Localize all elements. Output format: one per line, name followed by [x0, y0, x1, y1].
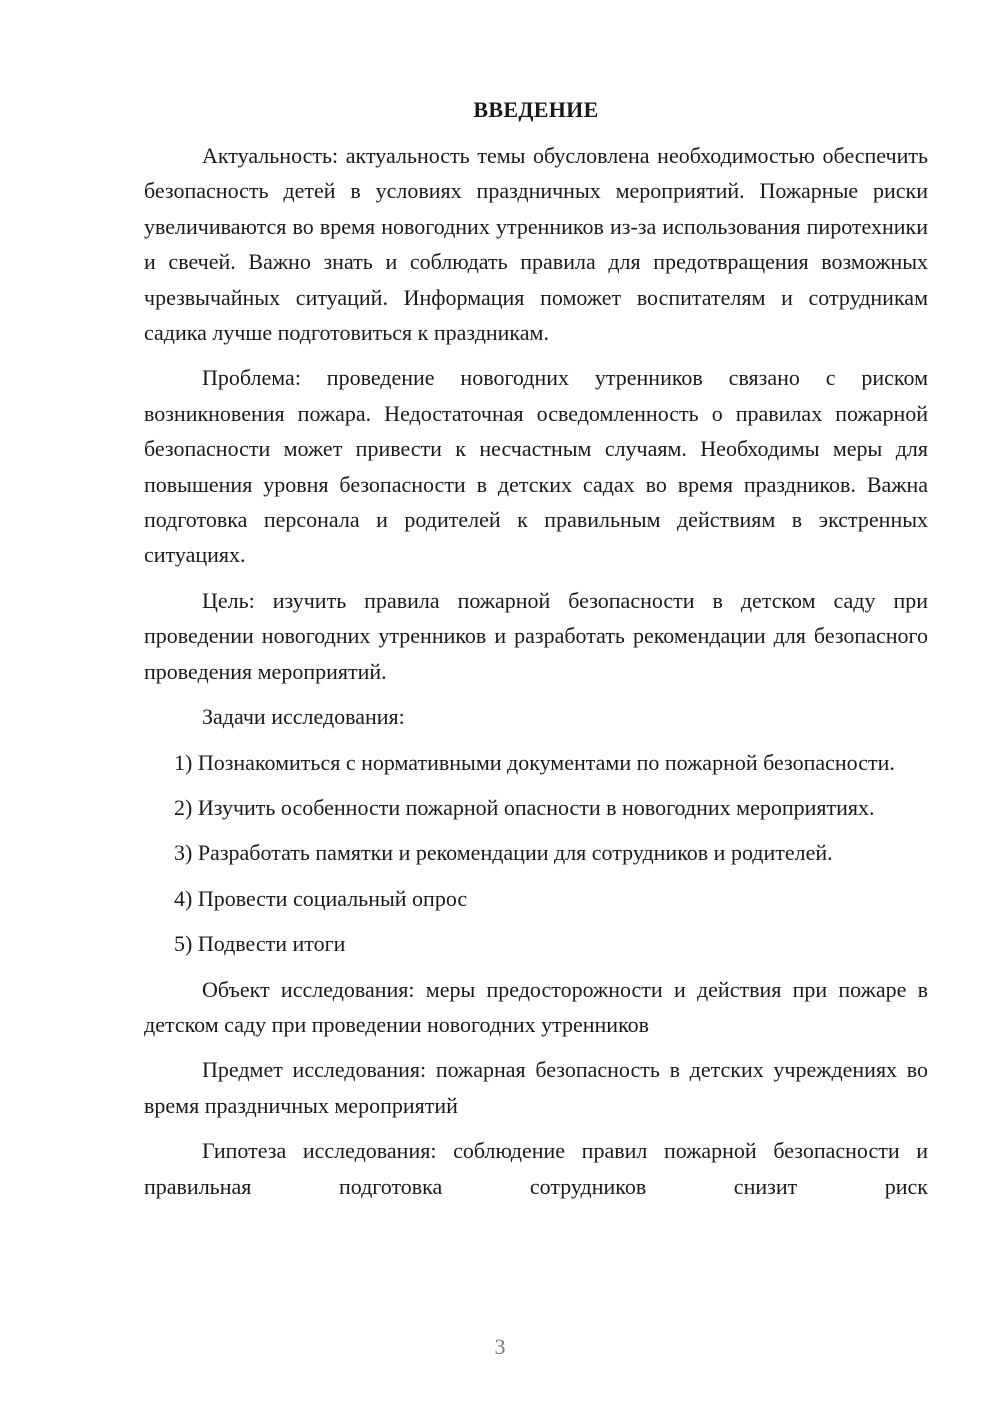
- task-item-4: 4) Провести социальный опрос: [174, 885, 468, 911]
- paragraph-goal: Цель: изучить правила пожарной безопасности в детском саду при проведении новогодних утренников и разработать рекомендации для безопасного проведения мероприятий.: [144, 587, 928, 684]
- task-item-1: 1) Познакомиться с нормативными документами по пожарной безопасности.: [174, 749, 895, 775]
- paragraph-subject: Предмет исследования: пожарная безопасность в детских учреждениях во время праздничных мероприятий: [144, 1057, 928, 1118]
- section-heading: ВВЕДЕНИЕ: [473, 97, 599, 122]
- paragraph-tasks-heading: Задачи исследования:: [202, 704, 405, 730]
- document-page: [144, 96, 928, 1214]
- task-item-2: 2) Изучить особенности пожарной опасности в новогодних мероприятиях.: [174, 794, 875, 820]
- paragraph-object: Объект исследования: меры предосторожности и действия при пожаре в детском саду при проведении новогодних утренников: [144, 976, 928, 1037]
- page-number: 3: [494, 1334, 506, 1359]
- paragraph-problem: Проблема: проведение новогодних утренников связано с риском возникновения пожара. Недостаточная осведомленность о правилах пожарной безопасности может привести к несчастным случаям. Необходимы меры для повышения уровня безопасности в детских садах во время праздников. Важна подготовка персонала и родителей к правильным действиям в экстренных ситуациях.: [144, 365, 928, 568]
- paragraph-hypothesis: Гипотеза исследования: соблюдение правил пожарной безопасности и правильная подготовка сотрудников снизит риск: [144, 1138, 928, 1199]
- paragraph-relevance: Актуальность: актуальность темы обусловлена необходимостью обеспечить безопасность детей в условиях праздничных мероприятий. Пожарные риски увеличиваются во время новогодних утренников из-за использования пиротехники и свечей. Важно знать и соблюдать правила для предотвращения возможных чрезвычайных ситуаций. Информация поможет воспитателям и сотрудникам садика лучше подготовиться к праздникам.: [144, 143, 928, 346]
- task-item-5: 5) Подвести итоги: [174, 931, 346, 957]
- task-item-3: 3) Разработать памятки и рекомендации для сотрудников и родителей.: [174, 840, 833, 866]
